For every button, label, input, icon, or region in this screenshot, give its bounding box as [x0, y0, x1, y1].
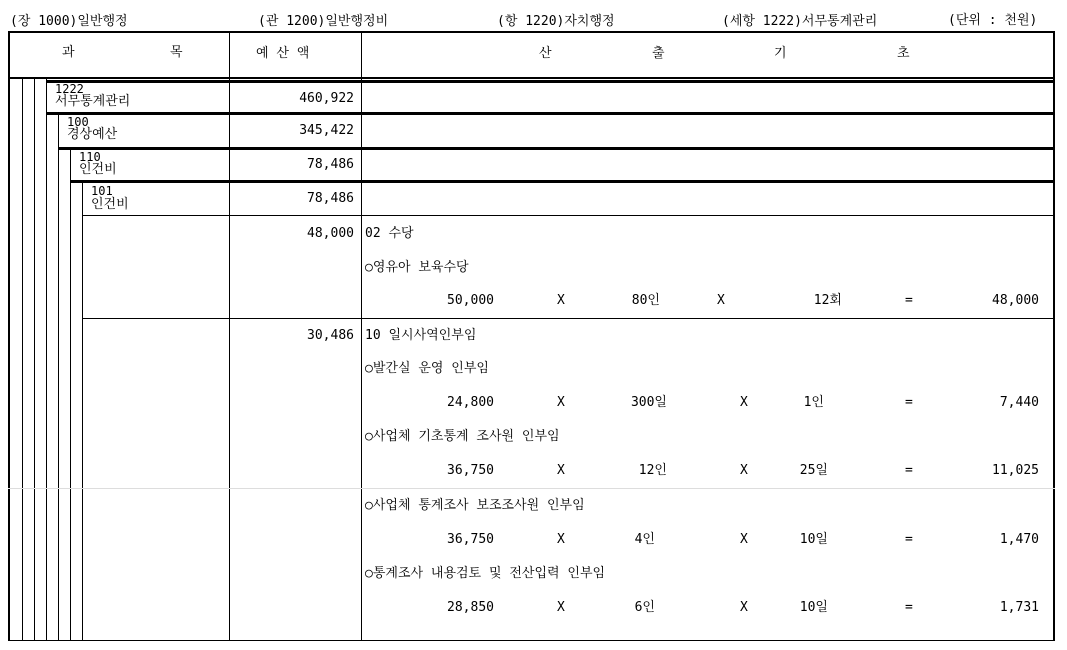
group-amount: 30,486 [307, 328, 354, 343]
calc-cell: 10일 [799, 532, 828, 547]
item-label: ○통계조사 내용검토 및 전산입력 인부임 [365, 566, 606, 581]
header-unit: (단위 : 천원) [948, 13, 1038, 28]
header-sehang: (세항 1222)서무통계관리 [722, 14, 878, 29]
calc-cell: = [905, 463, 913, 478]
calc-cell: 25일 [799, 463, 828, 478]
tree-amount: 78,486 [307, 157, 354, 172]
group-title: 10 일시사역인부임 [365, 328, 477, 343]
calc-cell: X [557, 395, 565, 410]
header-jang: (장 1000)일반행정 [10, 14, 128, 29]
group-amount: 48,000 [307, 226, 354, 241]
calc-cell: 36,750 [447, 532, 494, 547]
calc-cell: 11,025 [992, 463, 1039, 478]
tree-code: 100 [67, 115, 89, 129]
tree-name: 경상예산 [67, 127, 118, 142]
calc-cell: X [557, 463, 565, 478]
calc-cell: 300일 [630, 395, 667, 410]
item-label: ○사업체 기초통계 조사원 인부임 [365, 429, 560, 444]
column-header-basis-3: 기 [774, 46, 787, 61]
tree-code: 110 [79, 150, 101, 164]
calc-cell: 28,850 [447, 600, 494, 615]
calc-cell: 1,731 [999, 600, 1039, 615]
header-gwan: (관 1200)일반행정비 [258, 14, 389, 29]
calc-cell: 1인 [803, 395, 824, 410]
calc-cell: = [905, 293, 913, 308]
calc-cell: X [717, 293, 725, 308]
calc-cell: 10일 [799, 600, 828, 615]
calc-cell: 4인 [634, 532, 655, 547]
calc-cell: 48,000 [992, 293, 1039, 308]
calc-cell: 36,750 [447, 463, 494, 478]
calc-cell: = [905, 600, 913, 615]
calc-cell: 12인 [638, 463, 667, 478]
column-header-gwamok-2: 목 [170, 45, 183, 60]
tree-amount: 345,422 [299, 123, 354, 138]
calc-cell: 7,440 [999, 395, 1039, 410]
calc-cell: = [905, 395, 913, 410]
calc-cell: 24,800 [447, 395, 494, 410]
tree-code: 101 [91, 184, 113, 198]
tree-name: 서무통계관리 [55, 94, 131, 109]
calc-cell: X [557, 600, 565, 615]
item-label: ○발간실 운영 인부임 [365, 361, 489, 376]
tree-name: 인건비 [91, 197, 129, 212]
tree-amount: 78,486 [307, 191, 354, 206]
tree-name: 인건비 [79, 162, 117, 177]
item-label: ○사업체 통계조사 보조조사원 인부임 [365, 498, 585, 513]
tree-code: 1222 [55, 82, 84, 96]
column-header-basis-4: 초 [897, 46, 910, 61]
column-header-basis-2: 출 [652, 46, 665, 61]
calc-cell: X [740, 532, 748, 547]
calc-cell: X [557, 532, 565, 547]
header-hang: (항 1220)자치행정 [497, 14, 615, 29]
calc-cell: X [740, 463, 748, 478]
column-header-budget: 예 산 액 [256, 46, 310, 61]
calc-cell: 80인 [631, 293, 660, 308]
calc-cell: 12회 [813, 293, 842, 308]
tree-amount: 460,922 [299, 91, 354, 106]
column-header-basis-1: 산 [539, 46, 552, 61]
calc-cell: X [740, 395, 748, 410]
calc-cell: X [740, 600, 748, 615]
calc-cell: X [557, 293, 565, 308]
calc-cell: 50,000 [447, 293, 494, 308]
calc-cell: 6인 [634, 600, 655, 615]
calc-cell: = [905, 532, 913, 547]
group-title: 02 수당 [365, 226, 414, 241]
column-header-gwamok-1: 과 [62, 45, 75, 60]
item-label: ○영유아 보육수당 [365, 260, 469, 275]
calc-cell: 1,470 [999, 532, 1039, 547]
